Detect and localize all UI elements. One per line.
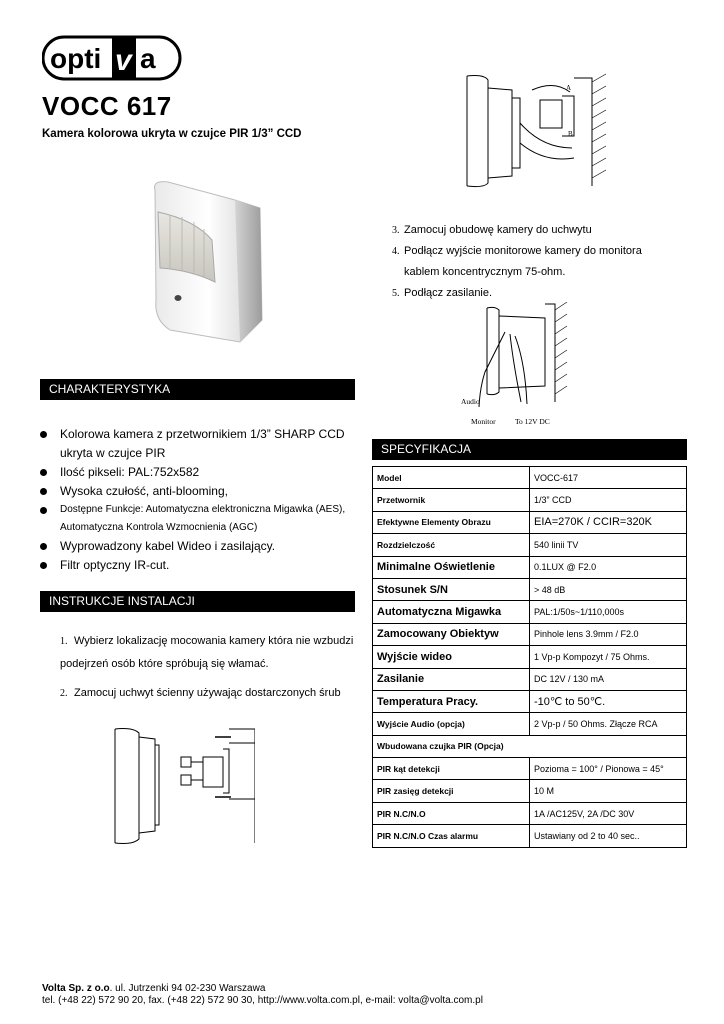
spec-row	[373, 623, 687, 645]
footer-address-line	[42, 983, 483, 995]
bullet-icon	[40, 562, 47, 569]
step-1: 1. Wybierz lokalizację mocowania kamery która nie wzbudzi podejrzeń osób które spróbują się włamać.	[60, 635, 354, 670]
spec-row	[373, 713, 687, 735]
wiring-diagram	[455, 302, 570, 430]
spec-value: 1 Vp-p Kompozyt / 75 Ohms.	[530, 646, 687, 668]
spec-row	[373, 467, 687, 489]
spec-group-label: Wbudowana czujka PIR (Opcja)	[373, 735, 687, 757]
logo-text-right: a	[140, 43, 156, 74]
spec-row	[373, 556, 687, 578]
spec-row	[373, 578, 687, 600]
spec-value: 2 Vp-p / 50 Ohms. Złącze RCA	[530, 713, 687, 735]
section-header-specification: SPECYFIKACJA	[372, 439, 687, 460]
spec-row	[373, 534, 687, 556]
diagram-label-b: B	[568, 130, 573, 138]
spec-row	[373, 825, 687, 847]
bullet-icon	[40, 469, 47, 476]
step-2: 2. Zamocuj uchwyt ścienny używając dostarczonych śrub	[60, 687, 341, 699]
product-subtitle: Kamera kolorowa ukryta w czujce PIR 1/3” CCD	[42, 128, 302, 140]
spec-value: PAL:1/50s~1/110,000s	[530, 601, 687, 623]
mounting-diagram-bracket	[105, 727, 255, 845]
feature-list	[40, 425, 360, 575]
mounting-diagram-top	[462, 68, 612, 190]
spec-value: 1/3” CCD	[530, 489, 687, 511]
spec-label: Zamocowany Obiektyw	[373, 623, 530, 645]
footer-address: . ul. Jutrzenki 94 02-230 Warszawa	[109, 983, 266, 994]
spec-value: EIA=270K / CCIR=320K	[530, 511, 687, 533]
spec-label: PIR N.C/N.O Czas alarmu	[373, 825, 530, 847]
spec-label: Automatyczna Migawka	[373, 601, 530, 623]
spec-row	[373, 668, 687, 690]
spec-value: 540 linii TV	[530, 534, 687, 556]
diagram-label-power: To 12V DC	[515, 417, 550, 426]
diagram-label-audio: Audio	[461, 397, 480, 406]
feature-item: Dostępne Funkcje: Automatyczna elektroniczna Migawka (AES), Automatyczna Kontrola Wzmocnienia (AGC)	[40, 501, 360, 537]
step-5: 5. Podłącz zasilanie.	[392, 287, 493, 299]
logo-text-left: opti	[50, 43, 102, 74]
footer-company: Volta Sp. z o.o	[42, 983, 110, 994]
logo-text-mid: v	[115, 44, 132, 77]
bullet-icon	[40, 543, 47, 550]
spec-label: PIR kąt detekcji	[373, 758, 530, 780]
spec-value: VOCC-617	[530, 467, 687, 489]
spec-table	[372, 466, 687, 848]
spec-row	[373, 511, 687, 533]
diagram-label-a: A	[566, 84, 572, 92]
spec-label: PIR N.C/N.O	[373, 802, 530, 824]
feature-item: Kolorowa kamera z przetwornikiem 1/3” SHARP CCD ukryta w czujce PIR	[40, 425, 360, 463]
spec-label: Model	[373, 467, 530, 489]
spec-value: 0.1LUX @ F2.0	[530, 556, 687, 578]
spec-value: 10 M	[530, 780, 687, 802]
spec-label: Temperatura Pracy.	[373, 690, 530, 712]
bullet-icon	[40, 507, 47, 514]
camera-photo	[140, 170, 275, 350]
bullet-icon	[40, 431, 47, 438]
spec-label: Przetwornik	[373, 489, 530, 511]
spec-label: Wyjście wideo	[373, 646, 530, 668]
footer-contact: tel. (+48 22) 572 90 20, fax. (+48 22) 572 90 30, http://www.volta.com.pl, e-mail: volta@volta.com.pl	[42, 995, 483, 1006]
step-4: 4. Podłącz wyjście monitorowe kamery do monitora kablem koncentrycznym 75-ohm.	[392, 245, 642, 278]
section-header-installation: INSTRUKCJE INSTALACJI	[40, 591, 355, 612]
spec-row	[373, 489, 687, 511]
spec-row	[373, 601, 687, 623]
spec-label: Efektywne Elementy Obrazu	[373, 511, 530, 533]
spec-label: PIR zasięg detekcji	[373, 780, 530, 802]
bullet-icon	[40, 488, 47, 495]
spec-row	[373, 646, 687, 668]
optiva-logo	[42, 33, 182, 83]
spec-table-body	[373, 467, 687, 848]
installation-steps-right	[392, 220, 692, 304]
spec-value: Ustawiany od 2 to 40 sec..	[530, 825, 687, 847]
footer	[42, 983, 483, 1007]
feature-item: Wyprowadzony kabel Wideo i zasilający.	[40, 537, 360, 556]
section-header-characteristics: CHARAKTERYSTYKA	[40, 379, 355, 400]
spec-value: DC 12V / 130 mA	[530, 668, 687, 690]
spec-label: Wyjście Audio (opcja)	[373, 713, 530, 735]
step-3: 3. Zamocuj obudowę kamery do uchwytu	[392, 224, 592, 236]
spec-row	[373, 735, 687, 757]
spec-value: > 48 dB	[530, 578, 687, 600]
feature-item: Filtr optyczny IR-cut.	[40, 556, 360, 575]
spec-label: Stosunek S/N	[373, 578, 530, 600]
spec-row	[373, 758, 687, 780]
spec-label: Minimalne Oświetlenie	[373, 556, 530, 578]
spec-value: -10℃ to 50℃.	[530, 690, 687, 712]
spec-label: Rozdzielczość	[373, 534, 530, 556]
spec-value: Pinhole lens 3.9mm / F2.0	[530, 623, 687, 645]
spec-label: Zasilanie	[373, 668, 530, 690]
feature-item: Ilość pikseli: PAL:752x582	[40, 463, 360, 482]
spec-row	[373, 802, 687, 824]
model-title: VOCC 617	[42, 91, 172, 121]
spec-row	[373, 780, 687, 802]
diagram-label-monitor: Monitor	[471, 417, 496, 426]
spec-value: Pozioma = 100° / Pionowa = 45°	[530, 758, 687, 780]
spec-value: 1A /AC125V, 2A /DC 30V	[530, 802, 687, 824]
spec-row	[373, 690, 687, 712]
feature-item: Wysoka czułość, anti-blooming,	[40, 482, 360, 501]
